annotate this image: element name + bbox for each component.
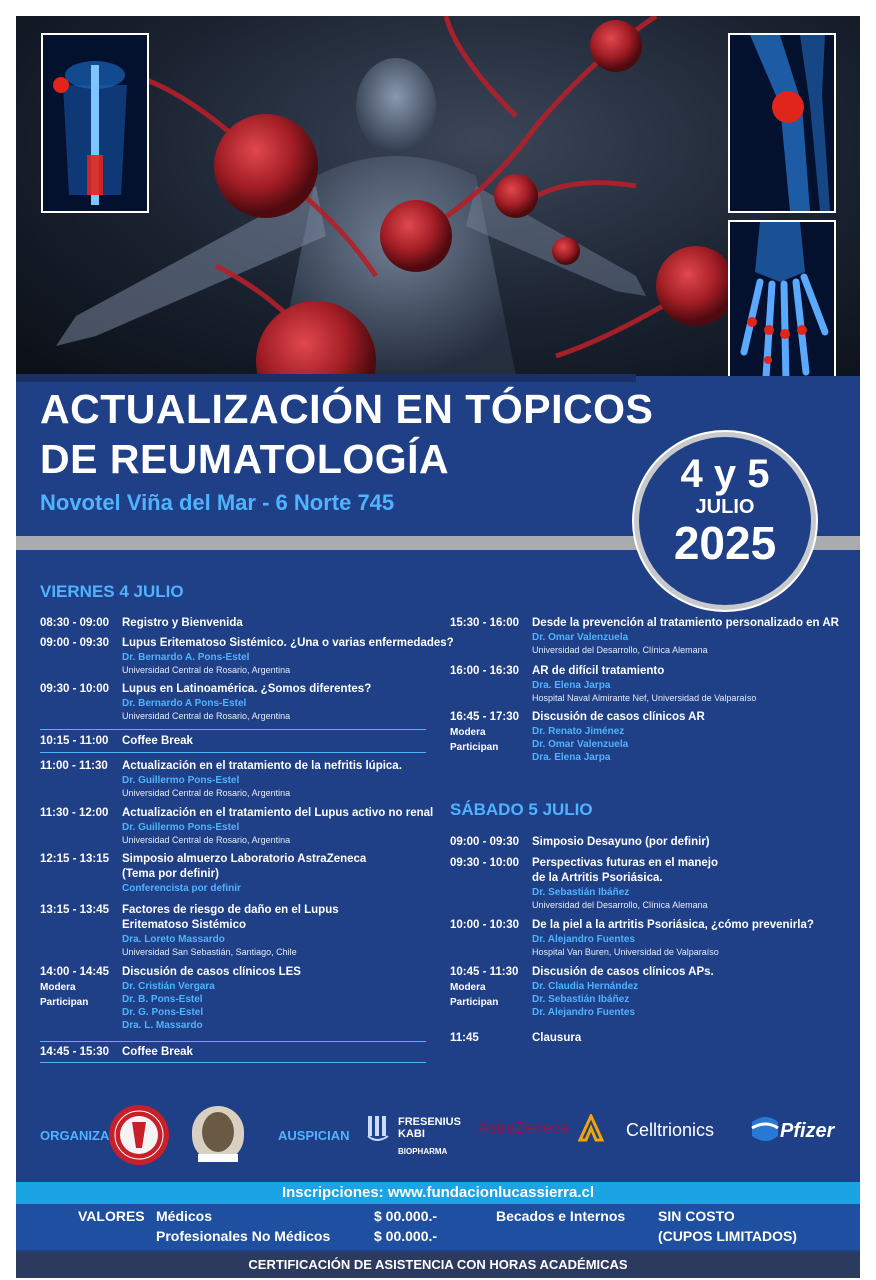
- cupos-label: (CUPOS LIMITADOS): [658, 1228, 797, 1244]
- fresenius-kabi-logo: [366, 1112, 476, 1162]
- no-medicos-price: $ 00.000.-: [374, 1228, 438, 1244]
- friday-heading: VIERNES 4 JULIO: [40, 582, 184, 601]
- pfizer-icon: [748, 1114, 782, 1148]
- date-days: 4 y 5: [680, 452, 770, 496]
- organiza-label: ORGANIZA: [40, 1128, 110, 1143]
- event-title-line2: DE REUMATOLOGÍA: [40, 436, 450, 482]
- sponsor-logos: [16, 1096, 860, 1186]
- medicos-price: $ 00.000.-: [374, 1208, 438, 1224]
- celltrionics-logo: Celltrionics: [626, 1120, 715, 1140]
- auspician-label: AUSPICIAN: [278, 1128, 350, 1143]
- divider: [40, 1041, 426, 1042]
- fresenius-name: FRESENIUS: [398, 1116, 461, 1128]
- astrazeneca-wordmark: AstraZeneca: [478, 1120, 569, 1137]
- pfizer-wordmark: Pfizer: [780, 1120, 835, 1142]
- hero-illustration: [16, 16, 860, 376]
- pfizer-logo: [748, 1114, 838, 1154]
- pricing-band: [16, 1204, 860, 1250]
- astrazeneca-icon: [578, 1114, 604, 1144]
- fresenius-biopharma: BIOPHARMA: [398, 1147, 448, 1156]
- fresenius-kabi: KABI: [398, 1128, 425, 1140]
- fresenius-icon: [366, 1114, 392, 1144]
- hand-xray-thumbnail: [728, 220, 836, 376]
- event-title-line1: ACTUALIZACIÓN EN TÓPICOS: [40, 386, 654, 432]
- event-venue: Novotel Viña del Mar - 6 Norte 745: [40, 490, 395, 515]
- divider: [40, 729, 426, 730]
- valores-label: VALORES: [78, 1208, 145, 1224]
- certification-bar: CERTIFICACIÓN DE ASISTENCIA CON HORAS ACADÉMICAS: [16, 1252, 860, 1278]
- title-strip: [16, 374, 636, 382]
- divider: [40, 752, 426, 753]
- society-seal-logo: [108, 1104, 170, 1166]
- saturday-heading: SÁBADO 5 JULIO: [450, 800, 593, 819]
- astrazeneca-logo: [478, 1120, 608, 1150]
- event-poster: ACTUALIZACIÓN EN TÓPICOS DE REUMATOLOGÍA Novotel Viña del Mar - 6 Norte 745 4 y 5 JULIO 2025 VIERNES 4 JULIO 08:30 - 09:00 Registro y Bienvenida 09:00 - 09:30 Lupus Eritematoso Sistémico. ¿Una o varias enfermedades? Dr. Bernardo A. Pons-Estel Universidad Central de Rosario, Argentina 09:30 - 10:00 Lupus en Latinoamérica. ¿Somos diferentes? Dr. Bernardo A Pons-Estel Universidad Central de Rosario, Argentina 10:15 - 11:00 Coffee Break 11:00 - 11:30 Actualización en el tratamiento de la nefritis lúpica. Dr. Guillermo Pons-Estel Universidad Central de Rosario, Argentina 11:30 - 12:00 Actualización en el tratamiento del Lupus activo no renal Dr. Guillermo Pons-Estel Universidad Central de Rosario, Argentina 12:15 - 13:15 Simposio almuerzo Laboratorio AstraZeneca (Tema por definir) Conferencista por definir 13:15 - 13:45 Factores de riesgo de daño en el Lupus Eritematoso Sistémico Dra. Loreto Massardo Universidad San Sebastián, Santiago, Chile 14:00 - 14:45 Modera Participan Discusión de casos clínicos LES Dr. Cristián Vergara Dr. B. Pons-Estel Dr. G. Pons-Estel Dra. L. Massardo 14:45 - 15:30 Coffee Break 15:30 - 16:00 Desde la prevención al tratamiento personalizado en AR Dr. Omar Valenzuela Universidad del Desarrollo, Clínica Alemana 16:00 - 16:30 AR de difícil tratamiento Dra. Elena Jarpa Hospital Naval Almirante Nef, Universidad de Valparaíso 16:45 - 17:30 Modera Participan Discusión de casos clínicos AR Dr. Renato Jiménez Dr. Omar Valenzuela Dra. Elena Jarpa SÁBADO 5 JULIO 09:00 - 09:30 Simposio Desayuno (por definir) 09:30 - 10:00 Perspectivas futuras en el manejo de la Artritis Psoriásica. Dr. Sebastián Ibáñez Universidad del Desarrollo, Clínica Alemana 10:00 - 10:30 De la piel a la artritis Psoriásica, ¿cómo prevenirla? Dr. Alejandro Fuentes Hospital Van Buren, Universidad de Valparaíso 10:45 - 11:30 Modera Participan Discusión de casos clínicos APs. Dr. Claudia Hernández Dr. Sebastián Ibáñez Dr. Alejandro Fuentes 11:45 Clausura ORGANIZA AUSPICIAN FRESENIUS KABI BIOPHARMA AstraZeneca Celltrionics Pfizer Inscripciones: www.fundacionlucassierra.cl VALORES Médicos Profesionales No Médicos $ 00.000.- $ 00.000.- Becados e Internos SIN COSTO (CUPOS LIMITADOS) CERTIFICACIÓN DE ASISTENCIA CON HORAS ACADÉMICAS: [16, 16, 860, 1278]
- knee-xray-thumbnail: [728, 33, 836, 213]
- date-badge: [634, 432, 816, 610]
- no-medicos-label: Profesionales No Médicos: [156, 1228, 331, 1244]
- spine-xray-thumbnail: [41, 33, 149, 213]
- date-month: JULIO: [695, 496, 755, 518]
- becados-label: Becados e Internos: [496, 1208, 626, 1224]
- fundacion-seal-logo: [190, 1104, 246, 1166]
- medicos-label: Médicos: [156, 1208, 213, 1224]
- divider: [40, 1062, 426, 1063]
- sin-costo-label: SIN COSTO: [658, 1208, 735, 1224]
- date-year: 2025: [673, 517, 777, 569]
- registration-bar: Inscripciones: www.fundacionlucassierra.cl: [16, 1182, 860, 1204]
